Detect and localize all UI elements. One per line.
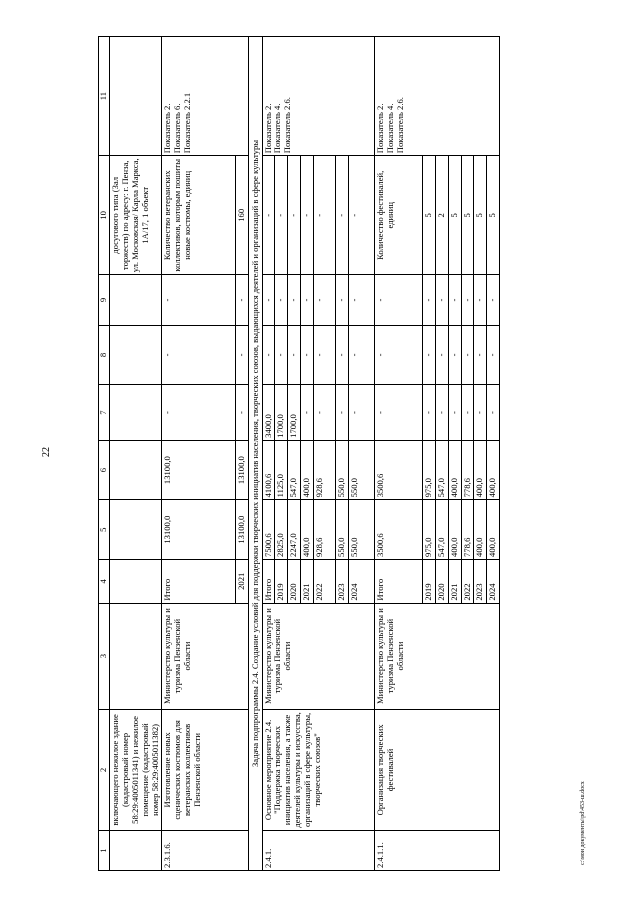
cell-value: - [314, 385, 336, 441]
cell-year: 2022 [314, 559, 336, 603]
cell-value: - [275, 325, 288, 385]
cell-value: 2 [435, 156, 448, 275]
cell-indicator: Количество ветеранских коллективов, которым пошиты новые костюмы, единиц [162, 156, 236, 275]
cell-year: 2023 [336, 559, 349, 603]
cell-value: - [288, 325, 301, 385]
cell-value: - [288, 156, 301, 275]
cell-value: - [487, 275, 500, 325]
cell-value: 928,6 [314, 440, 336, 500]
cell-value: 13100,0 [162, 500, 236, 560]
cell-value: - [448, 275, 461, 325]
cell-value: 160 [236, 156, 249, 275]
footer-file-path: c:\мои документы\pd\453-ш.docx [580, 781, 586, 865]
cell-value: - [461, 275, 474, 325]
cell [110, 500, 162, 560]
cell-value: - [275, 156, 288, 275]
cell-value: - [435, 275, 448, 325]
cell-year: Итого [162, 559, 236, 603]
cell-value: - [487, 325, 500, 385]
cell-value: - [262, 275, 275, 325]
cell-value: 975,0 [422, 500, 435, 560]
table-row [262, 37, 275, 871]
cell-value: 2247,0 [288, 500, 301, 560]
cell-year: 2021 [301, 559, 314, 603]
cell-value: - [422, 385, 435, 441]
cell-value: 975,0 [422, 440, 435, 500]
cell-value: - [301, 325, 314, 385]
cell-value: - [301, 275, 314, 325]
col-header: 6 [99, 440, 110, 500]
cell-value: - [422, 275, 435, 325]
cell-value: 550,0 [348, 440, 374, 500]
cell-ref [262, 37, 374, 156]
cell-value: - [314, 325, 336, 385]
cell-num: 2.4.1. [262, 831, 374, 871]
cell-num: 2.3.1.6. [162, 831, 249, 871]
cell-value: 5 [487, 156, 500, 275]
col-header: 9 [99, 275, 110, 325]
cell-value: - [422, 325, 435, 385]
col-header: 11 [99, 37, 110, 156]
cell-value: 400,0 [448, 500, 461, 560]
cell-ref [374, 37, 499, 156]
cell-value: - [435, 385, 448, 441]
cell-value: - [348, 156, 374, 275]
cell-value: - [448, 325, 461, 385]
cell-value: 400,0 [448, 440, 461, 500]
ref-line: Показатель 2. [374, 103, 385, 154]
cell-value: - [348, 385, 374, 441]
cell-value: - [314, 275, 336, 325]
ref-line: Показатель 2. [162, 103, 173, 154]
cell-value: - [262, 325, 275, 385]
col-header: 4 [99, 559, 110, 603]
cell [110, 559, 162, 603]
cell-value: - [474, 275, 487, 325]
rotated-table-page [98, 36, 594, 871]
cell-year: Итого [262, 559, 275, 603]
cell-name: Организация творческих фестивалей [374, 709, 499, 831]
cell-value: 3500,6 [374, 440, 422, 500]
table-row [162, 37, 236, 871]
cell [110, 440, 162, 500]
cell-value: 550,0 [336, 440, 349, 500]
cell-value: 778,6 [461, 440, 474, 500]
cell-value: 7500,6 [262, 500, 275, 560]
cell [110, 385, 162, 441]
cell-value: - [301, 156, 314, 275]
task-title: Задача подпрограммы 2.4. Создание условий для поддержки творческих инициатив населения, творческих союзов, выдающихся деятелей и организаций в сфере культуры [249, 37, 262, 871]
col-header: 10 [99, 156, 110, 275]
cell-year: 2020 [435, 559, 448, 603]
cell-exec: Министерство культуры и туризма Пензенской области [162, 603, 249, 709]
cell-value: 3500,6 [374, 500, 422, 560]
cell-indicator: Количество фестивалей, единиц [374, 156, 422, 275]
col-header: 2 [99, 709, 110, 831]
cell-value: - [336, 385, 349, 441]
cell-value: 1700,0 [275, 385, 288, 441]
task-row [249, 37, 262, 871]
ref-line: Показатель 2.6. [282, 97, 293, 154]
cell-value: 400,0 [474, 500, 487, 560]
cell-value: - [301, 385, 314, 441]
cell-year: 2022 [461, 559, 474, 603]
cell-value: - [435, 325, 448, 385]
cell-value: 13100,0 [236, 500, 249, 560]
cell-year: 2024 [348, 559, 374, 603]
ref-line: Показатель 2. [262, 103, 273, 154]
ref-line: Показатель 4. [272, 103, 283, 154]
cell-year: 2023 [474, 559, 487, 603]
cell-value: - [336, 156, 349, 275]
cell-value: 5 [474, 156, 487, 275]
cell-value: 400,0 [474, 440, 487, 500]
cell-value: 2825,0 [275, 500, 288, 560]
cell-value: - [162, 275, 236, 325]
cell-value: - [474, 385, 487, 441]
cell-value: 778,6 [461, 500, 474, 560]
col-header: 1 [99, 831, 110, 871]
ref-line: Показатель 4. [384, 103, 395, 154]
cell-value: - [474, 325, 487, 385]
cell-year: 2020 [288, 559, 301, 603]
cell-value: - [236, 385, 249, 441]
cell-value: 547,0 [435, 440, 448, 500]
cell-value: 400,0 [487, 440, 500, 500]
cell-value: - [262, 156, 275, 275]
cell-value: 4100,6 [262, 440, 275, 500]
cell [110, 603, 162, 709]
cell-indicator: досугового типа (Зал торжеств) по адресу: г. Пенза, ул. Московская/ Карла Маркса, 1А/17, 1 объект [110, 156, 162, 275]
cell-value: - [374, 275, 422, 325]
cell-year: 2021 [448, 559, 461, 603]
table-row [110, 37, 162, 871]
cell-value: - [236, 325, 249, 385]
cell-value: - [288, 275, 301, 325]
cell-value: 1125,0 [275, 440, 288, 500]
cell-value: - [275, 275, 288, 325]
cell-value: 3400,0 [262, 385, 275, 441]
cell-year: 2021 [236, 559, 249, 603]
cell-value: 400,0 [487, 500, 500, 560]
cell-value: - [162, 325, 236, 385]
ref-line: Показатель 6. [172, 103, 183, 154]
col-header: 8 [99, 325, 110, 385]
cell [110, 831, 162, 871]
header-row [99, 37, 110, 871]
cell-value: - [336, 325, 349, 385]
cell-value: 928,6 [314, 500, 336, 560]
cell-value: - [348, 325, 374, 385]
cell-exec: Министерство культуры и туризма Пензенской области [262, 603, 374, 709]
cell-value: 400,0 [301, 500, 314, 560]
ref-line: Показатель 2.6. [394, 97, 405, 154]
cell [110, 325, 162, 385]
cell-year: 2024 [487, 559, 500, 603]
cell-year: 2019 [275, 559, 288, 603]
page-number: 22 [41, 447, 52, 457]
cell-value: 547,0 [435, 500, 448, 560]
cell-value: 550,0 [336, 500, 349, 560]
cell-value: 13100,0 [236, 440, 249, 500]
cell-name: включающего нежилое здание (кадастровый номер 58:29:4005011341) и нежилое помещение (кадастровый номер 58:29:4005011382) [110, 709, 162, 831]
cell-exec: Министерство культуры и туризма Пензенской области [374, 603, 499, 709]
cell-name: Изготовление новых сценических костюмов для ветеранских коллективов Пензенской области [162, 709, 249, 831]
cell-year: 2019 [422, 559, 435, 603]
cell-name: Основное мероприятие 2.4. "Поддержка творческих инициатив населения, а также деятелей культуры и искусства, организаций в сфере культуры, творческих союзов" [262, 709, 374, 831]
col-header: 5 [99, 500, 110, 560]
cell-value: - [374, 385, 422, 441]
cell-value: 13100,0 [162, 440, 236, 500]
cell-value: - [374, 325, 422, 385]
cell-value: - [461, 385, 474, 441]
cell-value: - [236, 275, 249, 325]
program-table [98, 36, 500, 871]
cell-value: - [348, 275, 374, 325]
cell-value: - [461, 325, 474, 385]
table-row [374, 37, 422, 871]
cell-value: 1700,0 [288, 385, 301, 441]
cell-year: Итого [374, 559, 422, 603]
col-header: 3 [99, 603, 110, 709]
ref-line: Показатель 2.2.1 [182, 92, 193, 154]
cell-value: 547,0 [288, 440, 301, 500]
cell-value: 5 [461, 156, 474, 275]
cell-value: - [448, 385, 461, 441]
cell-value: 550,0 [348, 500, 374, 560]
cell-value: 400,0 [301, 440, 314, 500]
cell-value: - [314, 156, 336, 275]
cell [110, 37, 162, 156]
cell-value: 5 [422, 156, 435, 275]
cell-value: 5 [448, 156, 461, 275]
cell-value: - [162, 385, 236, 441]
cell-num: 2.4.1.1. [374, 831, 499, 871]
cell-value: - [336, 275, 349, 325]
cell [110, 275, 162, 325]
cell-value: - [487, 385, 500, 441]
cell-ref [162, 37, 249, 156]
col-header: 7 [99, 385, 110, 441]
